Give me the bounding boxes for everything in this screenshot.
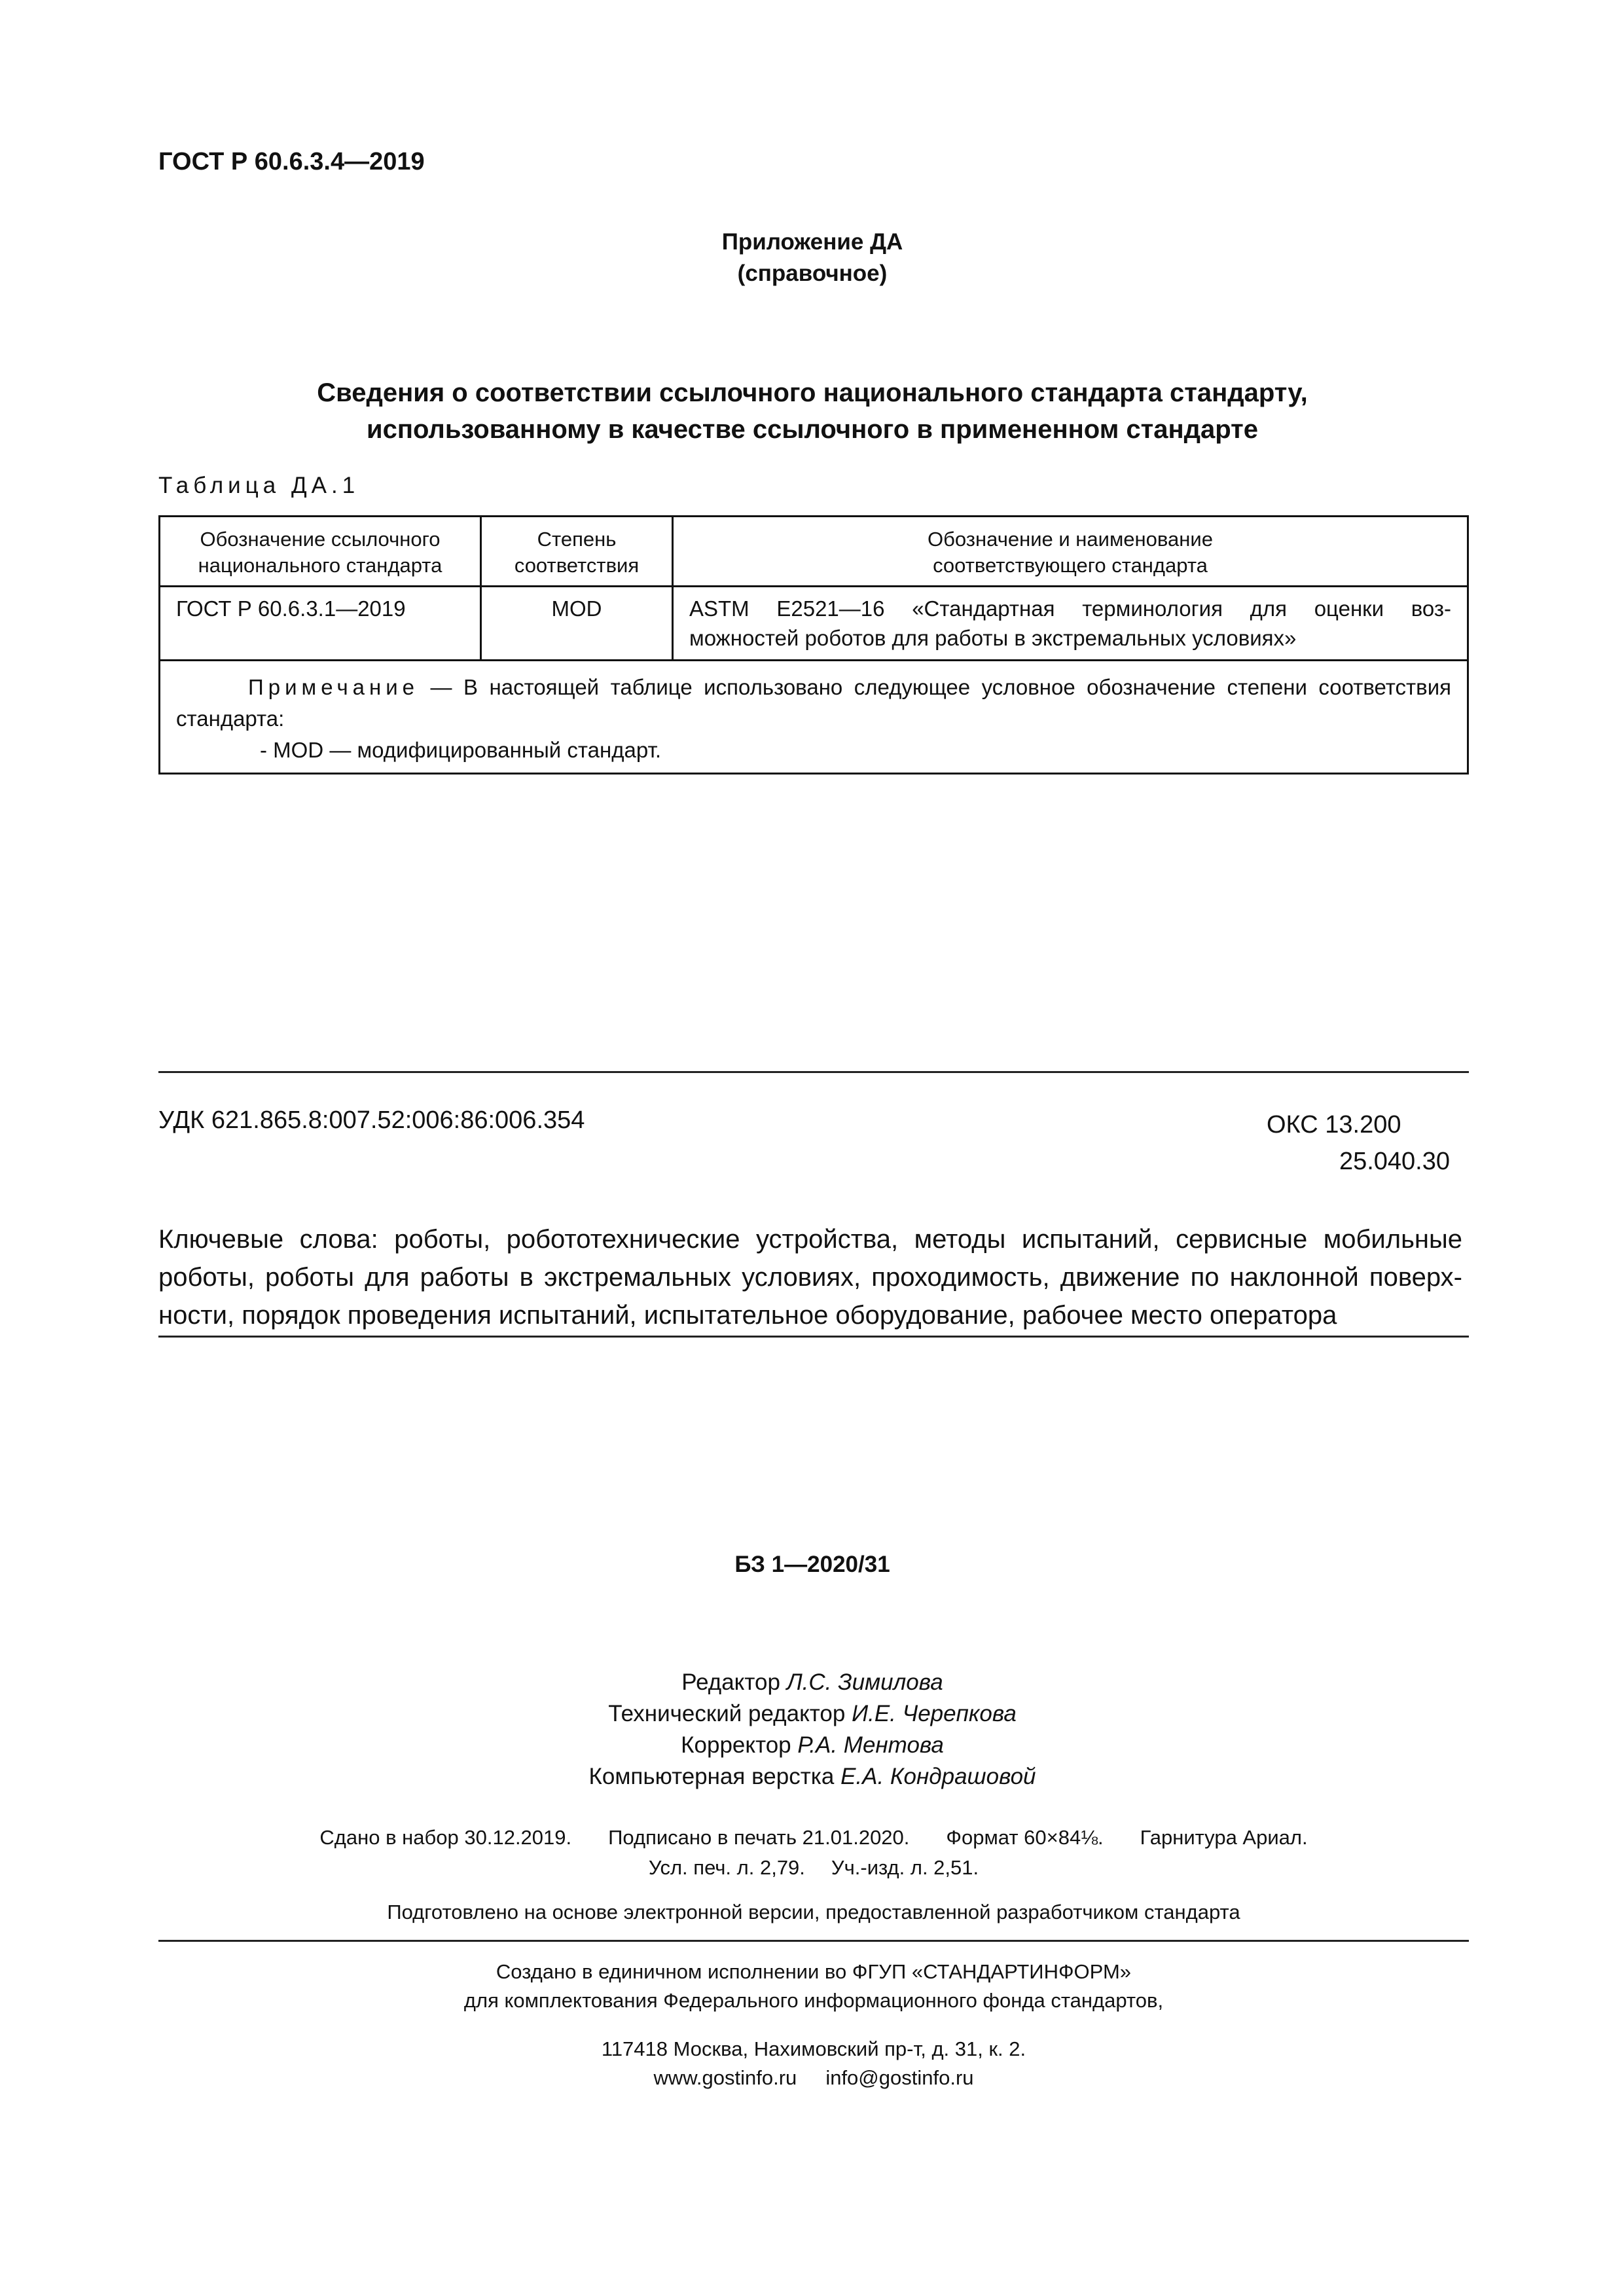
annex-title: Приложение ДА: [721, 229, 903, 255]
credit-name: Р.А. Ментова: [797, 1732, 944, 1758]
oks-line-1: ОКС 13.200: [1267, 1111, 1401, 1139]
oks-line-2: 25.040.30: [1339, 1148, 1450, 1175]
table-label: Таблица ДА.1: [158, 473, 360, 498]
header-text: Обозначение ссылочного: [200, 528, 441, 551]
table-header-row: [160, 517, 1468, 587]
document-number: ГОСТ Р 60.6.3.4—2019: [158, 148, 425, 175]
print-info: [158, 1823, 1469, 1883]
credit-editor: [158, 1667, 1466, 1698]
section-heading-line-2: использованному в качестве ссылочного в примененном стандарте: [366, 415, 1259, 444]
header-text: Степень: [537, 528, 617, 551]
credits: [158, 1667, 1466, 1793]
header-text: Обозначение и наименование: [928, 528, 1213, 551]
submitted-date: Сдано в набор 30.12.2019.: [319, 1826, 572, 1849]
header-text: национального стандарта: [198, 554, 442, 577]
oks-codes: [1267, 1106, 1450, 1180]
credit-name: Е.А. Кондрашовой: [840, 1764, 1036, 1789]
standard-line-2: можностей роботов для работы в экстремальных условиях»: [689, 626, 1297, 650]
note-paragraph: [176, 672, 1451, 735]
contacts-line: [158, 2064, 1469, 2092]
section-heading-line-1: Сведения о соответствии ссылочного национального стандарта стандарту,: [317, 378, 1308, 407]
cell-corresponding-standard: [673, 587, 1468, 661]
print-info-line-1: [158, 1823, 1469, 1853]
table-note-row: [160, 661, 1468, 774]
header-national-standard: [160, 517, 481, 587]
keywords: Ключевые слова: роботы, робототехнические устройства, методы испытаний, сервисные мобильные роботы, роботы для работы в экстремальных условиях, проходимость, движение по наклонной поверх-ности, порядок проведения испытаний, испытательное оборудование, рабочее место оператора: [158, 1225, 1462, 1330]
table-note: [160, 661, 1468, 774]
website-link[interactable]: www.gostinfo.ru: [653, 2066, 797, 2089]
annex-subtitle: (справочное): [737, 261, 888, 286]
header-text: соответствия: [514, 554, 640, 577]
print-format: Формат 60×84⅛.: [946, 1826, 1104, 1849]
credit-role: Корректор: [681, 1732, 791, 1758]
header-text: соответствующего стандарта: [933, 554, 1208, 577]
note-item: - MOD — модифицированный стандарт.: [260, 738, 662, 762]
divider-keywords: [158, 1336, 1469, 1338]
credit-role: Редактор: [681, 1669, 780, 1695]
credit-tech-editor: [158, 1698, 1466, 1730]
address-line: 117418 Москва, Нахимовский пр-т, д. 31, к. 2.: [601, 2037, 1026, 2060]
bz-number: БЗ 1—2020/31: [734, 1552, 890, 1577]
header-corresponding-standard: [673, 517, 1468, 587]
typeface: Гарнитура Ариал.: [1140, 1826, 1308, 1849]
credit-layout: [158, 1761, 1466, 1793]
credit-role: Компьютерная верстка: [588, 1764, 835, 1789]
cell-national-standard: ГОСТ Р 60.6.3.1—2019: [160, 587, 481, 661]
divider-bottom: [158, 1940, 1469, 1942]
note-label: Примечание: [248, 675, 420, 699]
credit-role: Технический редактор: [608, 1701, 846, 1726]
standard-line-1: ASTM E2521—16 «Стандартная терминология для оценки воз-: [689, 596, 1451, 621]
printed-sheets: Усл. печ. л. 2,79.: [648, 1856, 805, 1879]
publisher-sheets: Уч.-изд. л. 2,51.: [831, 1856, 979, 1879]
note-text: — В настоящей таблице использовано следующее условное обозначение степени соответствия стандарта:: [176, 675, 1451, 731]
correspondence-table: [158, 515, 1469, 774]
udk-code: УДК 621.865.8:007.52:006:86:006.354: [158, 1106, 585, 1134]
publisher-line-2: для комплектования Федерального информационного фонда стандартов,: [463, 1989, 1164, 2012]
credit-proofreader: [158, 1730, 1466, 1761]
print-info-line-2: [158, 1853, 1469, 1883]
credit-name: И.Е. Черепкова: [852, 1701, 1017, 1726]
publisher-line-1: Создано в единичном исполнении во ФГУП «СТАНДАРТИНФОРМ»: [496, 1960, 1132, 1983]
signed-date: Подписано в печать 21.01.2020.: [608, 1826, 910, 1849]
header-degree: [481, 517, 673, 587]
section-heading: [158, 374, 1466, 448]
address-block: [158, 2035, 1469, 2092]
prepared-note: Подготовлено на основе электронной версии, предоставленной разработчиком стандарта: [387, 1901, 1240, 1923]
table-row: [160, 587, 1468, 661]
annex-title-block: [158, 227, 1466, 289]
divider-top: [158, 1071, 1469, 1073]
cell-degree: MOD: [481, 587, 673, 661]
email-link[interactable]: info@gostinfo.ru: [825, 2066, 974, 2089]
publisher-info: [158, 1958, 1469, 2015]
credit-name: Л.С. Зимилова: [786, 1669, 943, 1695]
